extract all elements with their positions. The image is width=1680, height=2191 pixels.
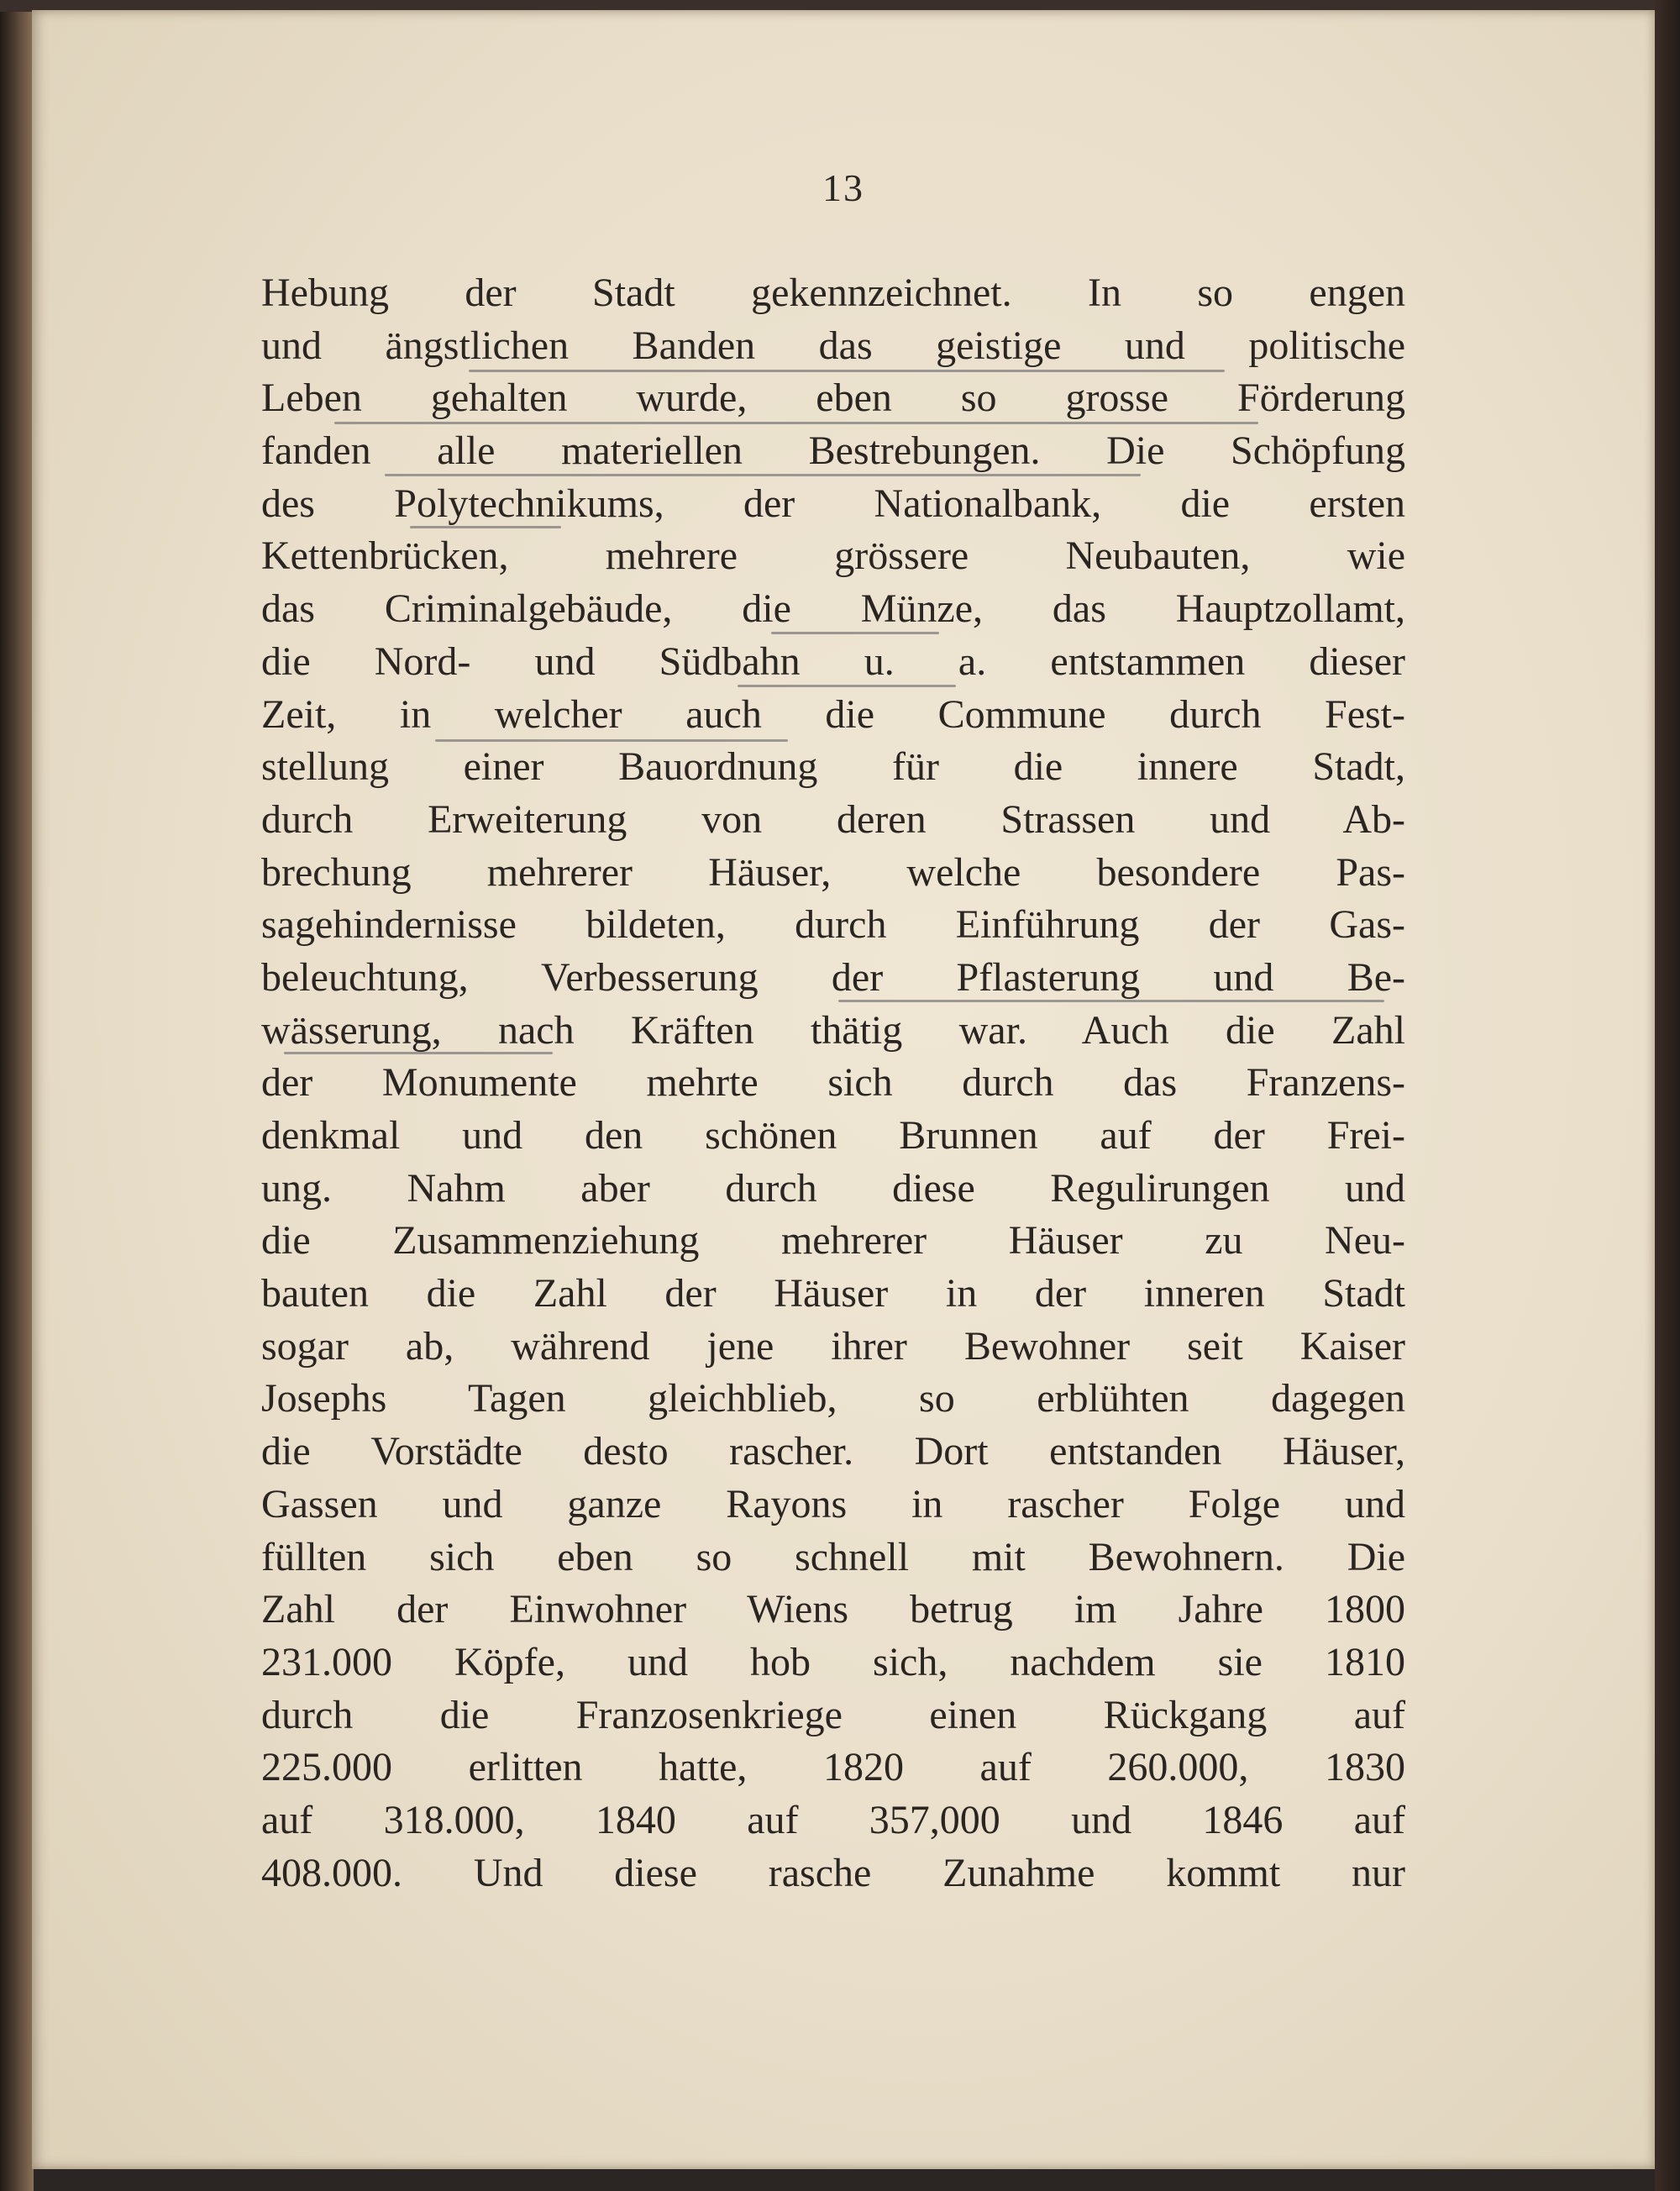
text-line: die Nord- und Südbahn u. a. entstammen dieser	[261, 638, 1405, 684]
text-line: fanden alle materiellen Bestrebungen. Die Schöpfung	[261, 428, 1405, 474]
text-line: der Monumente mehrte sich durch das Franzens-	[261, 1060, 1405, 1106]
text-line: denkmal und den schönen Brunnen auf der Frei-	[261, 1113, 1405, 1158]
text-line: stellung einer Bauordnung für die innere Stadt,	[261, 744, 1405, 790]
text-line: sagehindernisse bildeten, durch Einführung der Gas-	[261, 902, 1405, 948]
text-line: ung. Nahm aber durch diese Regulirungen und	[261, 1165, 1405, 1211]
text-line: Gassen und ganze Rayons in rascher Folge und	[261, 1481, 1405, 1526]
right-cover-edge	[1655, 0, 1680, 2191]
text-line: Leben gehalten wurde, eben so grosse Förderung	[261, 376, 1405, 421]
text-line: Zahl der Einwohner Wiens betrug im Jahre 1800	[261, 1587, 1405, 1632]
text-line: des Polytechnikums, der Nationalbank, die ersten	[261, 481, 1405, 526]
text-line: wässerung, nach Kräften thätig war. Auch die Zahl	[261, 1007, 1405, 1053]
text-line: Zeit, in welcher auch die Commune durch Fest-	[261, 691, 1405, 737]
book-binding-edge	[0, 0, 34, 2191]
text-line: durch Erweiterung von deren Strassen und Ab-	[261, 796, 1405, 842]
text-line: Hebung der Stadt gekennzeichnet. In so engen	[261, 271, 1405, 315]
text-line: auf 318.000, 1840 auf 357,000 und 1846 auf	[261, 1797, 1405, 1842]
text-line: Kettenbrücken, mehrere grössere Neubauten, wie	[261, 533, 1405, 579]
text-line: die Zusammenziehung mehrerer Häuser zu Neu-	[261, 1218, 1405, 1264]
text-line: 408.000. Und diese rasche Zunahme kommt nur	[261, 1850, 1405, 1895]
text-line: Josephs Tagen gleichblieb, so erblühten dagegen	[261, 1376, 1405, 1421]
text-line: 225.000 erlitten hatte, 1820 auf 260.000, 1830	[261, 1745, 1405, 1790]
text-line: die Vorstädte desto rascher. Dort entstanden Häuser,	[261, 1429, 1405, 1474]
body-text	[261, 267, 1405, 1899]
text-line: füllten sich eben so schnell mit Bewohnern. Die	[261, 1534, 1405, 1579]
text-line: 231.000 Köpfe, und hob sich, nachdem sie 1810	[261, 1639, 1405, 1684]
text-line: durch die Franzosenkriege einen Rückgang auf	[261, 1692, 1405, 1737]
text-line: beleuchtung, Verbesserung der Pflasterung und Be-	[261, 954, 1405, 1000]
text-line: und ängstlichen Banden das geistige und politische	[261, 323, 1405, 368]
book-page	[32, 10, 1655, 2169]
text-line: sogar ab, während jene ihrer Bewohner seit Kaiser	[261, 1323, 1405, 1369]
text-line: brechung mehrerer Häuser, welche besondere Pas-	[261, 849, 1405, 895]
text-line: das Criminalgebäude, die Münze, das Hauptzollamt,	[261, 586, 1405, 632]
page-number: 13	[822, 166, 864, 209]
text-line: bauten die Zahl der Häuser in der inneren Stadt	[261, 1271, 1405, 1316]
